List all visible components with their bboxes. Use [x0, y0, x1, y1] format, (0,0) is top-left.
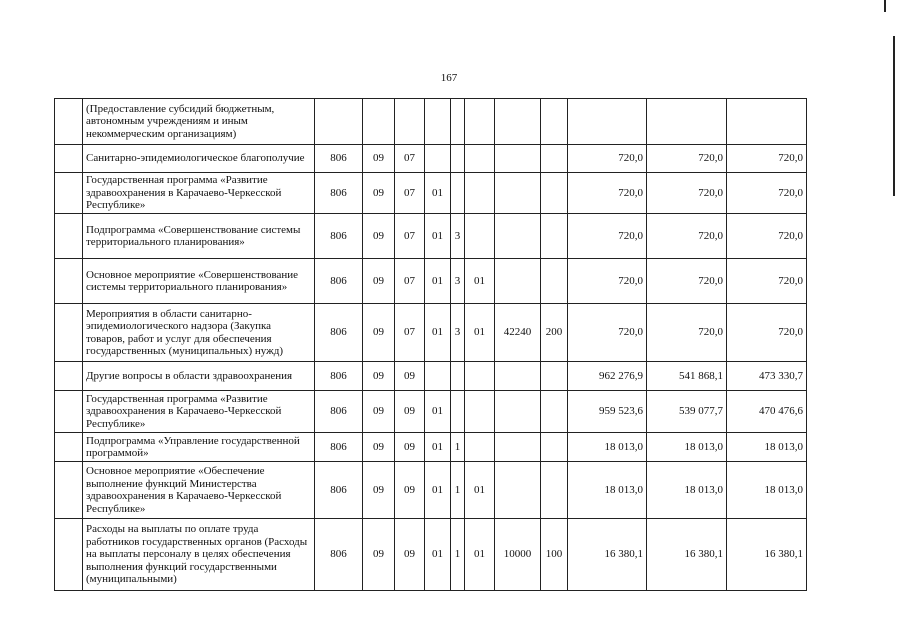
- row-name: Санитарно-эпидемиологическое благополучие: [83, 145, 315, 173]
- cell-amount-year1: 16 380,1: [568, 519, 647, 591]
- row-name: Подпрограмма «Управление государственной программой»: [83, 433, 315, 462]
- table-row: [55, 362, 807, 391]
- cell-program: [425, 362, 451, 391]
- cell-direction: [495, 145, 541, 173]
- cell-measure: 01: [465, 304, 495, 362]
- cell-pr: 07: [395, 304, 425, 362]
- cell-measure: 01: [465, 259, 495, 304]
- page-number: 167: [440, 72, 458, 84]
- cell-vr: 200: [541, 304, 568, 362]
- cell-ved: 806: [315, 214, 363, 259]
- cell-direction: [495, 173, 541, 214]
- cell-vr: [541, 259, 568, 304]
- cell-amount-year1: 720,0: [568, 173, 647, 214]
- table-row: [55, 462, 807, 519]
- cell-direction: [495, 214, 541, 259]
- cell-amount-year1: [568, 99, 647, 145]
- table-row: [55, 214, 807, 259]
- cell-measure: [465, 433, 495, 462]
- cell-amount-year1: 720,0: [568, 214, 647, 259]
- cell-subprogram: 1: [451, 462, 465, 519]
- table-row: [55, 433, 807, 462]
- cell-amount-year1: 720,0: [568, 145, 647, 173]
- table-row: [55, 145, 807, 173]
- cell-pr: 09: [395, 362, 425, 391]
- cell-rz: 09: [363, 433, 395, 462]
- cell-ved: 806: [315, 519, 363, 591]
- cell-pr: 07: [395, 145, 425, 173]
- cell-ved: [315, 99, 363, 145]
- cell-rz: 09: [363, 304, 395, 362]
- cell-ved: 806: [315, 391, 363, 433]
- cell-pr: 09: [395, 519, 425, 591]
- cell-program: 01: [425, 259, 451, 304]
- cell-ved: 806: [315, 304, 363, 362]
- cell-direction: [495, 99, 541, 145]
- cell-vr: [541, 173, 568, 214]
- cell-amount-year1: 720,0: [568, 259, 647, 304]
- cell-subprogram: 3: [451, 259, 465, 304]
- cell-subprogram: [451, 362, 465, 391]
- row-name: Расходы на выплаты по оплате труда работников государственных органов (Расходы на выплаты персоналу в целях обеспечения выполнения функций государственными (муниципальными): [83, 519, 315, 591]
- cell-pr: 07: [395, 259, 425, 304]
- cell-amount-year2: 720,0: [647, 304, 727, 362]
- cell-rz: 09: [363, 362, 395, 391]
- cell-amount-year3: [727, 99, 807, 145]
- cell-amount-year3: 720,0: [727, 304, 807, 362]
- budget-table: [54, 98, 807, 591]
- cell-program: 01: [425, 304, 451, 362]
- table-row: [55, 259, 807, 304]
- cell-pr: 07: [395, 173, 425, 214]
- cell-amount-year2: 539 077,7: [647, 391, 727, 433]
- table-row: [55, 99, 807, 145]
- cell-rz: 09: [363, 391, 395, 433]
- cell-pr: 09: [395, 433, 425, 462]
- cell-measure: 01: [465, 462, 495, 519]
- cell-subprogram: 3: [451, 304, 465, 362]
- cell-subprogram: [451, 173, 465, 214]
- cell-subprogram: [451, 99, 465, 145]
- cell-ved: 806: [315, 433, 363, 462]
- cell-rz: [363, 99, 395, 145]
- cell-ved: 806: [315, 145, 363, 173]
- cell-pr: [395, 99, 425, 145]
- cell-amount-year3: 470 476,6: [727, 391, 807, 433]
- cell-program: [425, 99, 451, 145]
- cell-program: 01: [425, 519, 451, 591]
- cell-measure: [465, 99, 495, 145]
- table-row: [55, 519, 807, 591]
- cell-direction: 42240: [495, 304, 541, 362]
- row-name: (Предоставление субсидий бюджетным, автономным учреждениям и иным некоммерческим организациям): [83, 99, 315, 145]
- cell-direction: [495, 362, 541, 391]
- cell-rz: 09: [363, 462, 395, 519]
- cell-program: 01: [425, 433, 451, 462]
- cell-rz: 09: [363, 519, 395, 591]
- cell-amount-year3: 720,0: [727, 145, 807, 173]
- row-name: Государственная программа «Развитие здравоохранения в Карачаево-Черкесской Республике»: [83, 173, 315, 214]
- cell-ved: 806: [315, 259, 363, 304]
- cell-rz: 09: [363, 259, 395, 304]
- row-name: Основное мероприятие «Совершенствование системы территориального планирования»: [83, 259, 315, 304]
- cell-amount-year3: 720,0: [727, 214, 807, 259]
- cell-measure: [465, 214, 495, 259]
- cell-measure: [465, 362, 495, 391]
- cell-measure: [465, 391, 495, 433]
- cell-program: [425, 145, 451, 173]
- cell-amount-year2: [647, 99, 727, 145]
- cell-vr: [541, 433, 568, 462]
- cell-amount-year3: 18 013,0: [727, 433, 807, 462]
- cell-measure: [465, 145, 495, 173]
- row-name: Государственная программа «Развитие здравоохранения в Карачаево-Черкесской Республике»: [83, 391, 315, 433]
- table-row: [55, 173, 807, 214]
- cell-amount-year1: 18 013,0: [568, 462, 647, 519]
- cell-amount-year2: 720,0: [647, 145, 727, 173]
- row-name: Другие вопросы в области здравоохранения: [83, 362, 315, 391]
- cell-measure: 01: [465, 519, 495, 591]
- table-row: [55, 391, 807, 433]
- cell-subprogram: 1: [451, 433, 465, 462]
- cell-amount-year3: 720,0: [727, 173, 807, 214]
- cell-amount-year2: 16 380,1: [647, 519, 727, 591]
- cell-pr: 07: [395, 214, 425, 259]
- row-name: Основное мероприятие «Обеспечение выполнение функций Министерства здравоохранения в Карачаево-Черкесской Республике»: [83, 462, 315, 519]
- cell-amount-year2: 720,0: [647, 214, 727, 259]
- row-name: Мероприятия в области санитарно-эпидемиологического надзора (Закупка товаров, работ и услуг для обеспечения государственных (муниципальных) нужд): [83, 304, 315, 362]
- cell-amount-year2: 18 013,0: [647, 433, 727, 462]
- table-row: [55, 304, 807, 362]
- cell-vr: [541, 462, 568, 519]
- page-edge-mark: [893, 36, 895, 196]
- cell-pr: 09: [395, 391, 425, 433]
- cell-amount-year1: 720,0: [568, 304, 647, 362]
- cell-amount-year3: 18 013,0: [727, 462, 807, 519]
- cell-program: 01: [425, 462, 451, 519]
- cell-subprogram: 3: [451, 214, 465, 259]
- cell-amount-year2: 541 868,1: [647, 362, 727, 391]
- page-edge-mark: [884, 0, 886, 12]
- cell-amount-year1: 959 523,6: [568, 391, 647, 433]
- cell-subprogram: [451, 391, 465, 433]
- cell-amount-year3: 720,0: [727, 259, 807, 304]
- cell-direction: [495, 391, 541, 433]
- cell-rz: 09: [363, 214, 395, 259]
- cell-amount-year2: 720,0: [647, 259, 727, 304]
- cell-subprogram: [451, 145, 465, 173]
- cell-amount-year2: 18 013,0: [647, 462, 727, 519]
- cell-ved: 806: [315, 173, 363, 214]
- cell-amount-year2: 720,0: [647, 173, 727, 214]
- cell-direction: [495, 259, 541, 304]
- cell-direction: [495, 433, 541, 462]
- cell-program: 01: [425, 214, 451, 259]
- cell-vr: [541, 99, 568, 145]
- cell-amount-year1: 18 013,0: [568, 433, 647, 462]
- cell-rz: 09: [363, 173, 395, 214]
- row-name: Подпрограмма «Совершенствование системы территориального планирования»: [83, 214, 315, 259]
- cell-rz: 09: [363, 145, 395, 173]
- cell-vr: [541, 214, 568, 259]
- cell-amount-year1: 962 276,9: [568, 362, 647, 391]
- cell-amount-year3: 473 330,7: [727, 362, 807, 391]
- cell-vr: [541, 145, 568, 173]
- cell-direction: 10000: [495, 519, 541, 591]
- cell-vr: 100: [541, 519, 568, 591]
- cell-pr: 09: [395, 462, 425, 519]
- cell-amount-year3: 16 380,1: [727, 519, 807, 591]
- cell-ved: 806: [315, 362, 363, 391]
- cell-measure: [465, 173, 495, 214]
- cell-subprogram: 1: [451, 519, 465, 591]
- cell-ved: 806: [315, 462, 363, 519]
- cell-program: 01: [425, 391, 451, 433]
- cell-direction: [495, 462, 541, 519]
- cell-vr: [541, 362, 568, 391]
- cell-vr: [541, 391, 568, 433]
- cell-program: 01: [425, 173, 451, 214]
